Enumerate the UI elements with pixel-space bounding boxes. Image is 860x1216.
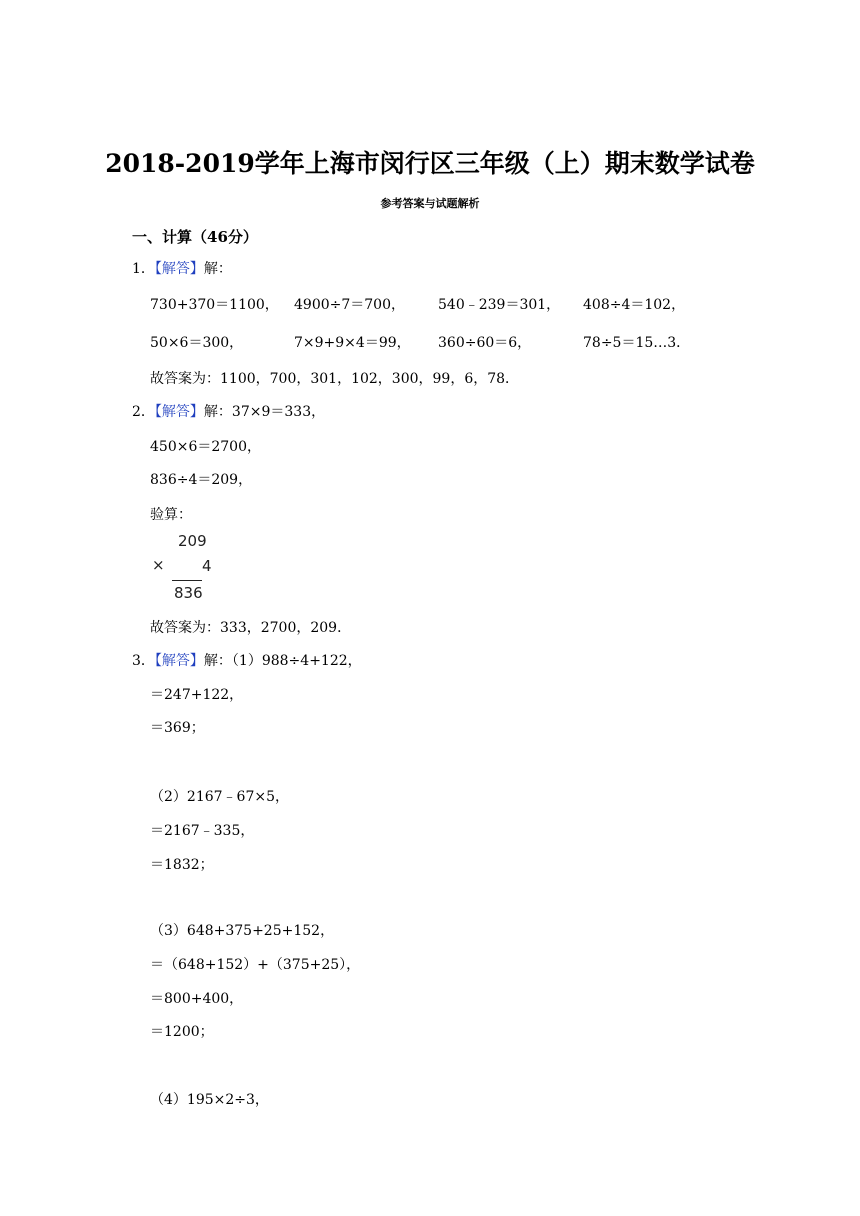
q3-p1-line-2: ＝369； [150,720,205,736]
q3-p1-line-1: ＝247+122， [150,687,244,703]
q2-line-1: 450×6＝2700， [150,439,261,455]
q1-number: 1． [132,261,155,277]
q3-p3-line-3: ＝800+400， [150,991,244,1007]
q2-line-3: 验算： [150,507,192,523]
q1-r2-c3: 360÷60＝6， [438,335,532,351]
q3-header [132,652,362,670]
section-heading: 一、计算（46分） [132,228,258,246]
q3-number: 3． [132,653,155,669]
q2-line-2: 836÷4＝209， [150,472,253,488]
q3-p2-line-1: （2）2167﹣67×5， [150,789,289,805]
q2-tag: 【解答】 [154,404,204,420]
q1-r1-c1: 730+370＝1100， [150,297,279,313]
q3-p4-line-1: （4）195×2÷3， [150,1092,269,1108]
q1-tag: 【解答】 [154,261,204,277]
q3-p3-line-2: ＝（648+152）+（375+25）， [150,957,361,973]
q3-p3-line-1: （3）648+375+25+152， [150,923,335,939]
page-subtitle: 参考答案与试题解析 [380,197,480,210]
q3-p2-line-2: ＝2167﹣335， [150,823,255,839]
q3-p3-line-4: ＝1200； [150,1024,214,1040]
q2-number: 2． [132,404,155,420]
q2-header [132,403,325,421]
q1-r1-c2: 4900÷7＝700， [294,297,405,313]
vertical-calc-result: 836 [174,584,203,602]
q3-p2-line-3: ＝1832； [150,857,214,873]
q1-header [132,260,232,278]
vertical-calc-top: 209 [178,532,207,550]
vertical-calc-multiplier: 4 [202,557,212,575]
q3-tag: 【解答】 [154,653,204,669]
q2-intro: 解：37×9＝333， [203,404,326,420]
vertical-calc-bar [172,580,202,581]
q1-r1-c3: 540﹣239＝301， [438,297,561,313]
q1-answer: 故答案为：1100，700，301，102，300，99，6，78． [150,371,520,387]
vertical-calc-operator: × [152,556,165,574]
q2-answer: 故答案为：333，2700，209． [150,620,352,636]
page-title: 2018-2019学年上海市闵行区三年级（上）期末数学试卷 [105,149,755,178]
q1-intro: 解： [203,261,232,277]
q1-r2-c1: 50×6＝300， [150,335,244,351]
q1-r2-c4: 78÷5＝15…3． [583,335,691,351]
q1-r1-c4: 408÷4＝102， [583,297,686,313]
q1-r2-c2: 7×9+9×4＝99， [294,335,411,351]
q3-intro: 解：（1）988÷4+122， [203,653,362,669]
